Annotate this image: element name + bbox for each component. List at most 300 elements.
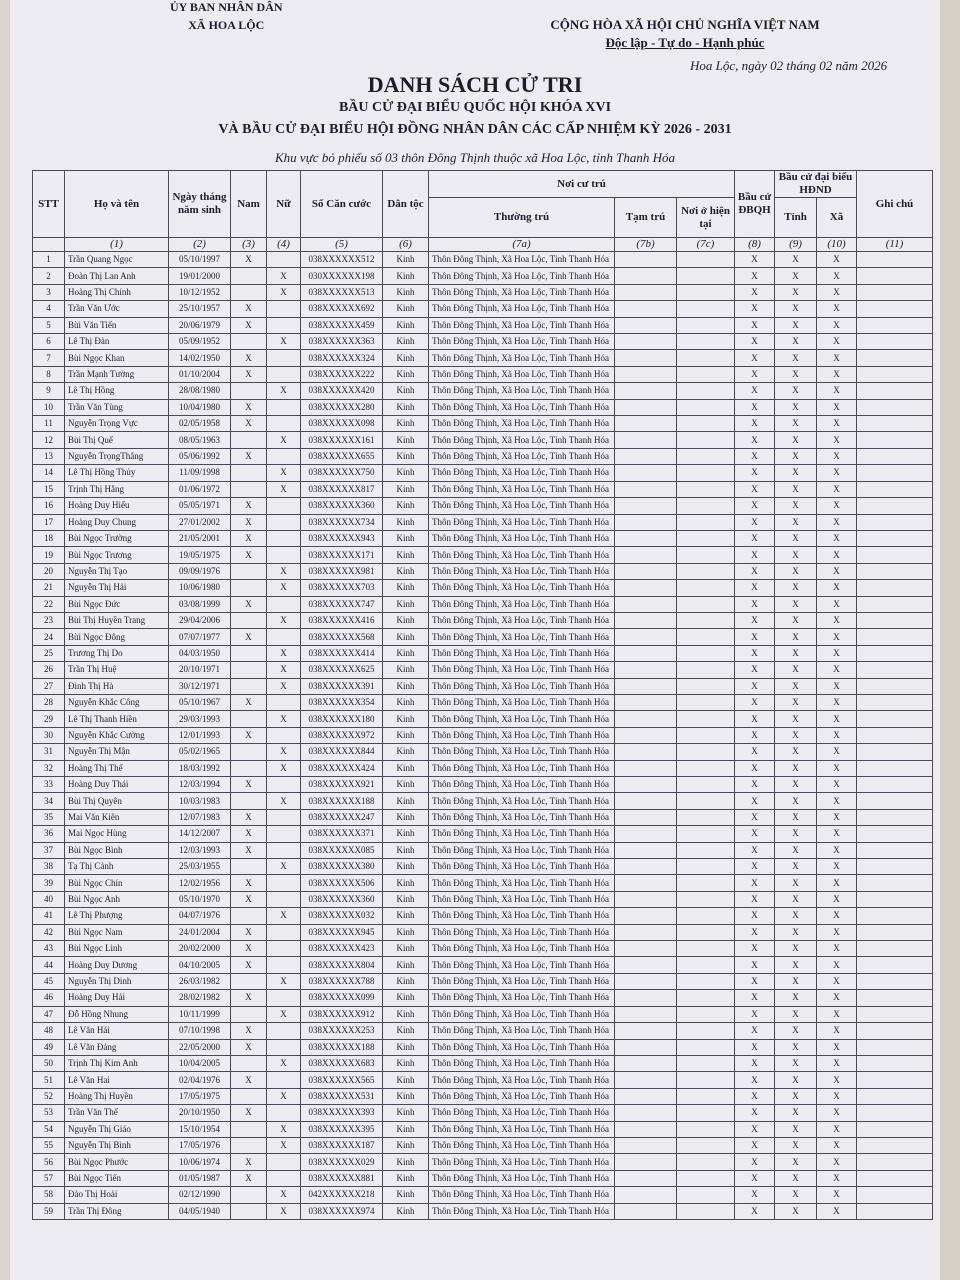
row-note (857, 941, 933, 957)
row-ethnic: Kinh (383, 744, 429, 760)
row-national-vote: X (735, 727, 775, 743)
row-female: X (267, 760, 301, 776)
row-current (677, 826, 735, 842)
row-name: Hoàng Duy Hải (65, 990, 169, 1006)
row-temporary (615, 826, 677, 842)
table-row (33, 366, 933, 382)
col-dob: Ngày tháng năm sinh (169, 171, 231, 238)
row-female (267, 498, 301, 514)
row-current (677, 875, 735, 891)
row-current (677, 547, 735, 563)
row-temporary (615, 530, 677, 546)
row-male: X (231, 941, 267, 957)
row-ethnic: Kinh (383, 317, 429, 333)
row-female: X (267, 481, 301, 497)
row-temporary (615, 432, 677, 448)
row-id: 038XXXXXX531 (301, 1088, 383, 1104)
row-commune-vote: X (817, 842, 857, 858)
row-stt: 51 (33, 1072, 65, 1088)
row-commune-vote: X (817, 711, 857, 727)
row-id: 038XXXXXX032 (301, 908, 383, 924)
row-temporary (615, 760, 677, 776)
row-ethnic: Kinh (383, 465, 429, 481)
row-commune-vote: X (817, 990, 857, 1006)
row-note (857, 859, 933, 875)
row-current (677, 809, 735, 825)
row-national-vote: X (735, 760, 775, 776)
row-current (677, 842, 735, 858)
row-stt: 37 (33, 842, 65, 858)
row-permanent-address: Thôn Đông Thịnh, Xã Hoa Lộc, Tỉnh Thanh Hóa (429, 530, 615, 546)
row-male: X (231, 1154, 267, 1170)
col-name: Họ và tên (65, 171, 169, 238)
row-name: Hoàng Duy Hiếu (65, 498, 169, 514)
row-permanent-address: Thôn Đông Thịnh, Xã Hoa Lộc, Tỉnh Thanh Hóa (429, 875, 615, 891)
row-name: Trần Văn Thế (65, 1105, 169, 1121)
row-note (857, 826, 933, 842)
row-stt: 50 (33, 1055, 65, 1071)
row-female (267, 1039, 301, 1055)
table-row (33, 793, 933, 809)
row-province-vote: X (775, 563, 817, 579)
row-id: 038XXXXXX750 (301, 465, 383, 481)
table-row (33, 727, 933, 743)
row-current (677, 563, 735, 579)
row-commune-vote: X (817, 662, 857, 678)
row-ethnic: Kinh (383, 432, 429, 448)
row-note (857, 334, 933, 350)
row-stt: 27 (33, 678, 65, 694)
row-permanent-address: Thôn Đông Thịnh, Xã Hoa Lộc, Tỉnh Thanh Hóa (429, 1105, 615, 1121)
row-temporary (615, 547, 677, 563)
row-dob: 10/12/1952 (169, 284, 231, 300)
row-commune-vote: X (817, 530, 857, 546)
row-current (677, 744, 735, 760)
row-current (677, 908, 735, 924)
row-province-vote: X (775, 924, 817, 940)
row-male (231, 1006, 267, 1022)
row-ethnic: Kinh (383, 448, 429, 464)
row-stt: 33 (33, 777, 65, 793)
row-commune-vote: X (817, 908, 857, 924)
row-note (857, 793, 933, 809)
row-female (267, 924, 301, 940)
row-name: Nguyễn Trọng Vực (65, 416, 169, 432)
row-permanent-address: Thôn Đông Thịnh, Xã Hoa Lộc, Tỉnh Thanh Hóa (429, 859, 615, 875)
table-row (33, 268, 933, 284)
row-national-vote: X (735, 1006, 775, 1022)
row-commune-vote: X (817, 760, 857, 776)
row-province-vote: X (775, 809, 817, 825)
row-province-vote: X (775, 941, 817, 957)
row-national-vote: X (735, 1072, 775, 1088)
voter-table (32, 170, 933, 1220)
row-female: X (267, 563, 301, 579)
row-id: 038XXXXXX568 (301, 629, 383, 645)
row-dob: 28/02/1982 (169, 990, 231, 1006)
row-temporary (615, 662, 677, 678)
row-note (857, 990, 933, 1006)
row-current (677, 399, 735, 415)
row-name: Bùi Thị Quyên (65, 793, 169, 809)
row-male: X (231, 1170, 267, 1186)
row-commune-vote: X (817, 973, 857, 989)
document-subtitle-1: BẦU CỬ ĐẠI BIỂU QUỐC HỘI KHÓA XVI (338, 100, 612, 115)
row-name: Nguyễn Thị Bình (65, 1137, 169, 1153)
row-temporary (615, 1121, 677, 1137)
row-female: X (267, 678, 301, 694)
row-stt: 47 (33, 1006, 65, 1022)
row-name: Bùi Ngọc Anh (65, 891, 169, 907)
row-permanent-address: Thôn Đông Thịnh, Xã Hoa Lộc, Tỉnh Thanh Hóa (429, 1187, 615, 1203)
row-permanent-address: Thôn Đông Thịnh, Xã Hoa Lộc, Tỉnh Thanh Hóa (429, 580, 615, 596)
row-current (677, 1088, 735, 1104)
row-current (677, 694, 735, 710)
row-national-vote: X (735, 875, 775, 891)
row-male: X (231, 1039, 267, 1055)
row-id: 038XXXXXX703 (301, 580, 383, 596)
row-current (677, 1170, 735, 1186)
row-province-vote: X (775, 1039, 817, 1055)
row-province-vote: X (775, 777, 817, 793)
row-province-vote: X (775, 1072, 817, 1088)
row-note (857, 645, 933, 661)
row-note (857, 629, 933, 645)
row-name: Mai Văn Kiên (65, 809, 169, 825)
row-note (857, 1088, 933, 1104)
row-current (677, 1187, 735, 1203)
row-name: Lê Thị Hồng (65, 383, 169, 399)
row-id: 038XXXXXX098 (301, 416, 383, 432)
row-ethnic: Kinh (383, 399, 429, 415)
row-temporary (615, 1039, 677, 1055)
row-temporary (615, 284, 677, 300)
row-ethnic: Kinh (383, 891, 429, 907)
row-female (267, 301, 301, 317)
row-commune-vote: X (817, 645, 857, 661)
row-id: 038XXXXXX459 (301, 317, 383, 333)
row-name: Trần Thị Huệ (65, 662, 169, 678)
row-male: X (231, 777, 267, 793)
row-temporary (615, 301, 677, 317)
row-current (677, 711, 735, 727)
row-ethnic: Kinh (383, 383, 429, 399)
row-stt: 38 (33, 859, 65, 875)
row-current (677, 612, 735, 628)
row-province-vote: X (775, 399, 817, 415)
row-temporary (615, 645, 677, 661)
row-dob: 21/05/2001 (169, 530, 231, 546)
row-temporary (615, 678, 677, 694)
issuing-authority (170, 0, 283, 34)
row-note (857, 301, 933, 317)
row-province-vote: X (775, 842, 817, 858)
row-dob: 04/05/1940 (169, 1203, 231, 1219)
row-female (267, 826, 301, 842)
column-index-6: (6) (383, 238, 429, 252)
row-name: Hoàng Thị Chính (65, 284, 169, 300)
row-male: X (231, 842, 267, 858)
row-ethnic: Kinh (383, 612, 429, 628)
table-row (33, 924, 933, 940)
row-note (857, 842, 933, 858)
row-commune-vote: X (817, 334, 857, 350)
row-ethnic: Kinh (383, 990, 429, 1006)
row-current (677, 1072, 735, 1088)
table-row (33, 317, 933, 333)
row-note (857, 350, 933, 366)
row-stt: 52 (33, 1088, 65, 1104)
row-female: X (267, 432, 301, 448)
row-commune-vote: X (817, 448, 857, 464)
row-female: X (267, 612, 301, 628)
row-id: 038XXXXXX187 (301, 1137, 383, 1153)
row-permanent-address: Thôn Đông Thịnh, Xã Hoa Lộc, Tỉnh Thanh Hóa (429, 990, 615, 1006)
column-index-5: (5) (301, 238, 383, 252)
row-current (677, 448, 735, 464)
row-id: 038XXXXXX395 (301, 1121, 383, 1137)
row-id: 038XXXXXX085 (301, 842, 383, 858)
row-national-vote: X (735, 924, 775, 940)
row-stt: 53 (33, 1105, 65, 1121)
row-dob: 05/06/1992 (169, 448, 231, 464)
row-male (231, 1088, 267, 1104)
row-stt: 11 (33, 416, 65, 432)
row-province-vote: X (775, 678, 817, 694)
row-female (267, 727, 301, 743)
row-commune-vote: X (817, 432, 857, 448)
row-ethnic: Kinh (383, 1121, 429, 1137)
voter-list-sheet (10, 0, 940, 1280)
row-commune-vote: X (817, 350, 857, 366)
row-commune-vote: X (817, 514, 857, 530)
row-commune-vote: X (817, 629, 857, 645)
row-male: X (231, 924, 267, 940)
row-permanent-address: Thôn Đông Thịnh, Xã Hoa Lộc, Tỉnh Thanh Hóa (429, 432, 615, 448)
row-province-vote: X (775, 580, 817, 596)
row-national-vote: X (735, 563, 775, 579)
row-province-vote: X (775, 957, 817, 973)
row-ethnic: Kinh (383, 1072, 429, 1088)
row-commune-vote: X (817, 1121, 857, 1137)
row-permanent-address: Thôn Đông Thịnh, Xã Hoa Lộc, Tỉnh Thanh Hóa (429, 481, 615, 497)
table-row (33, 859, 933, 875)
row-female: X (267, 645, 301, 661)
row-ethnic: Kinh (383, 1055, 429, 1071)
row-id: 038XXXXXX188 (301, 793, 383, 809)
row-female: X (267, 1088, 301, 1104)
row-temporary (615, 941, 677, 957)
table-row (33, 678, 933, 694)
row-name: Hoàng Duy Dương (65, 957, 169, 973)
row-commune-vote: X (817, 563, 857, 579)
row-female: X (267, 859, 301, 875)
row-dob: 03/08/1999 (169, 596, 231, 612)
row-name: Hoàng Thị Huyền (65, 1088, 169, 1104)
row-permanent-address: Thôn Đông Thịnh, Xã Hoa Lộc, Tỉnh Thanh Hóa (429, 1088, 615, 1104)
col-national-vote: Bầu cử ĐBQH (735, 171, 775, 238)
row-province-vote: X (775, 711, 817, 727)
row-female: X (267, 465, 301, 481)
row-id: 038XXXXXX363 (301, 334, 383, 350)
row-dob: 02/04/1976 (169, 1072, 231, 1088)
row-male: X (231, 366, 267, 382)
row-stt: 57 (33, 1170, 65, 1186)
row-note (857, 1055, 933, 1071)
row-female (267, 941, 301, 957)
row-note (857, 1121, 933, 1137)
row-id: 038XXXXXX423 (301, 941, 383, 957)
row-stt: 22 (33, 596, 65, 612)
row-national-vote: X (735, 481, 775, 497)
row-commune-vote: X (817, 777, 857, 793)
row-current (677, 530, 735, 546)
row-male: X (231, 694, 267, 710)
table-row (33, 1121, 933, 1137)
col-current: Nơi ở hiện tại (677, 198, 735, 238)
row-id: 038XXXXXX424 (301, 760, 383, 776)
row-national-vote: X (735, 842, 775, 858)
table-row (33, 744, 933, 760)
background-right (938, 0, 960, 1280)
row-commune-vote: X (817, 284, 857, 300)
row-commune-vote: X (817, 1055, 857, 1071)
row-female: X (267, 383, 301, 399)
row-ethnic: Kinh (383, 350, 429, 366)
row-national-vote: X (735, 514, 775, 530)
row-national-vote: X (735, 1039, 775, 1055)
row-current (677, 1203, 735, 1219)
row-male (231, 678, 267, 694)
row-current (677, 1154, 735, 1170)
row-current (677, 416, 735, 432)
row-province-vote: X (775, 727, 817, 743)
row-male (231, 1137, 267, 1153)
row-stt: 59 (33, 1203, 65, 1219)
row-national-vote: X (735, 645, 775, 661)
row-female (267, 957, 301, 973)
row-stt: 1 (33, 252, 65, 268)
row-temporary (615, 268, 677, 284)
row-female (267, 1105, 301, 1121)
row-note (857, 547, 933, 563)
row-stt: 48 (33, 1023, 65, 1039)
row-national-vote: X (735, 990, 775, 1006)
row-male (231, 432, 267, 448)
row-stt: 15 (33, 481, 65, 497)
row-note (857, 744, 933, 760)
row-male (231, 760, 267, 776)
row-ethnic: Kinh (383, 1039, 429, 1055)
row-ethnic: Kinh (383, 1154, 429, 1170)
row-note (857, 399, 933, 415)
row-national-vote: X (735, 383, 775, 399)
row-temporary (615, 366, 677, 382)
row-commune-vote: X (817, 744, 857, 760)
table-row (33, 1203, 933, 1219)
row-male (231, 612, 267, 628)
row-note (857, 563, 933, 579)
table-row (33, 284, 933, 300)
authority-line1: ỦY BAN NHÂN DÂN (170, 0, 283, 14)
row-permanent-address: Thôn Đông Thịnh, Xã Hoa Lộc, Tỉnh Thanh Hóa (429, 563, 615, 579)
row-ethnic: Kinh (383, 924, 429, 940)
row-commune-vote: X (817, 580, 857, 596)
row-dob: 18/03/1992 (169, 760, 231, 776)
row-province-vote: X (775, 973, 817, 989)
row-permanent-address: Thôn Đông Thịnh, Xã Hoa Lộc, Tỉnh Thanh Hóa (429, 645, 615, 661)
row-id: 038XXXXXX625 (301, 662, 383, 678)
row-permanent-address: Thôn Đông Thịnh, Xã Hoa Lộc, Tỉnh Thanh Hóa (429, 1203, 615, 1219)
row-stt: 2 (33, 268, 65, 284)
row-permanent-address: Thôn Đông Thịnh, Xã Hoa Lộc, Tỉnh Thanh Hóa (429, 1023, 615, 1039)
table-row (33, 1105, 933, 1121)
row-stt: 54 (33, 1121, 65, 1137)
row-male (231, 334, 267, 350)
row-dob: 29/03/1993 (169, 711, 231, 727)
row-national-vote: X (735, 1203, 775, 1219)
row-stt: 3 (33, 284, 65, 300)
row-province-vote: X (775, 1088, 817, 1104)
row-note (857, 432, 933, 448)
table-row (33, 252, 933, 268)
row-female: X (267, 580, 301, 596)
row-permanent-address: Thôn Đông Thịnh, Xã Hoa Lộc, Tỉnh Thanh Hóa (429, 334, 615, 350)
row-female (267, 530, 301, 546)
row-dob: 11/09/1998 (169, 465, 231, 481)
row-temporary (615, 908, 677, 924)
table-row (33, 1006, 933, 1022)
row-ethnic: Kinh (383, 777, 429, 793)
column-index-4: (4) (267, 238, 301, 252)
row-ethnic: Kinh (383, 859, 429, 875)
table-row (33, 957, 933, 973)
row-id: 038XXXXXX354 (301, 694, 383, 710)
row-id: 038XXXXXX844 (301, 744, 383, 760)
row-female: X (267, 334, 301, 350)
row-note (857, 908, 933, 924)
row-temporary (615, 694, 677, 710)
column-index-8: (7b) (615, 238, 677, 252)
row-name: Lê Thị Phượng (65, 908, 169, 924)
table-row (33, 481, 933, 497)
row-stt: 16 (33, 498, 65, 514)
row-id: 038XXXXXX565 (301, 1072, 383, 1088)
row-ethnic: Kinh (383, 760, 429, 776)
column-index-12: (10) (817, 238, 857, 252)
row-temporary (615, 514, 677, 530)
row-current (677, 859, 735, 875)
row-female (267, 1170, 301, 1186)
row-stt: 23 (33, 612, 65, 628)
row-female: X (267, 1055, 301, 1071)
row-name: Bùi Ngọc Linh (65, 941, 169, 957)
row-permanent-address: Thôn Đông Thịnh, Xã Hoa Lộc, Tỉnh Thanh Hóa (429, 662, 615, 678)
row-permanent-address: Thôn Đông Thịnh, Xã Hoa Lộc, Tỉnh Thanh Hóa (429, 1006, 615, 1022)
table-row (33, 1187, 933, 1203)
row-ethnic: Kinh (383, 284, 429, 300)
row-current (677, 990, 735, 1006)
row-note (857, 727, 933, 743)
row-permanent-address: Thôn Đông Thịnh, Xã Hoa Lộc, Tỉnh Thanh Hóa (429, 1137, 615, 1153)
row-id: 038XXXXXX972 (301, 727, 383, 743)
row-female (267, 416, 301, 432)
row-id: 038XXXXXX391 (301, 678, 383, 694)
row-dob: 25/03/1955 (169, 859, 231, 875)
table-row (33, 399, 933, 415)
row-ethnic: Kinh (383, 727, 429, 743)
row-note (857, 596, 933, 612)
